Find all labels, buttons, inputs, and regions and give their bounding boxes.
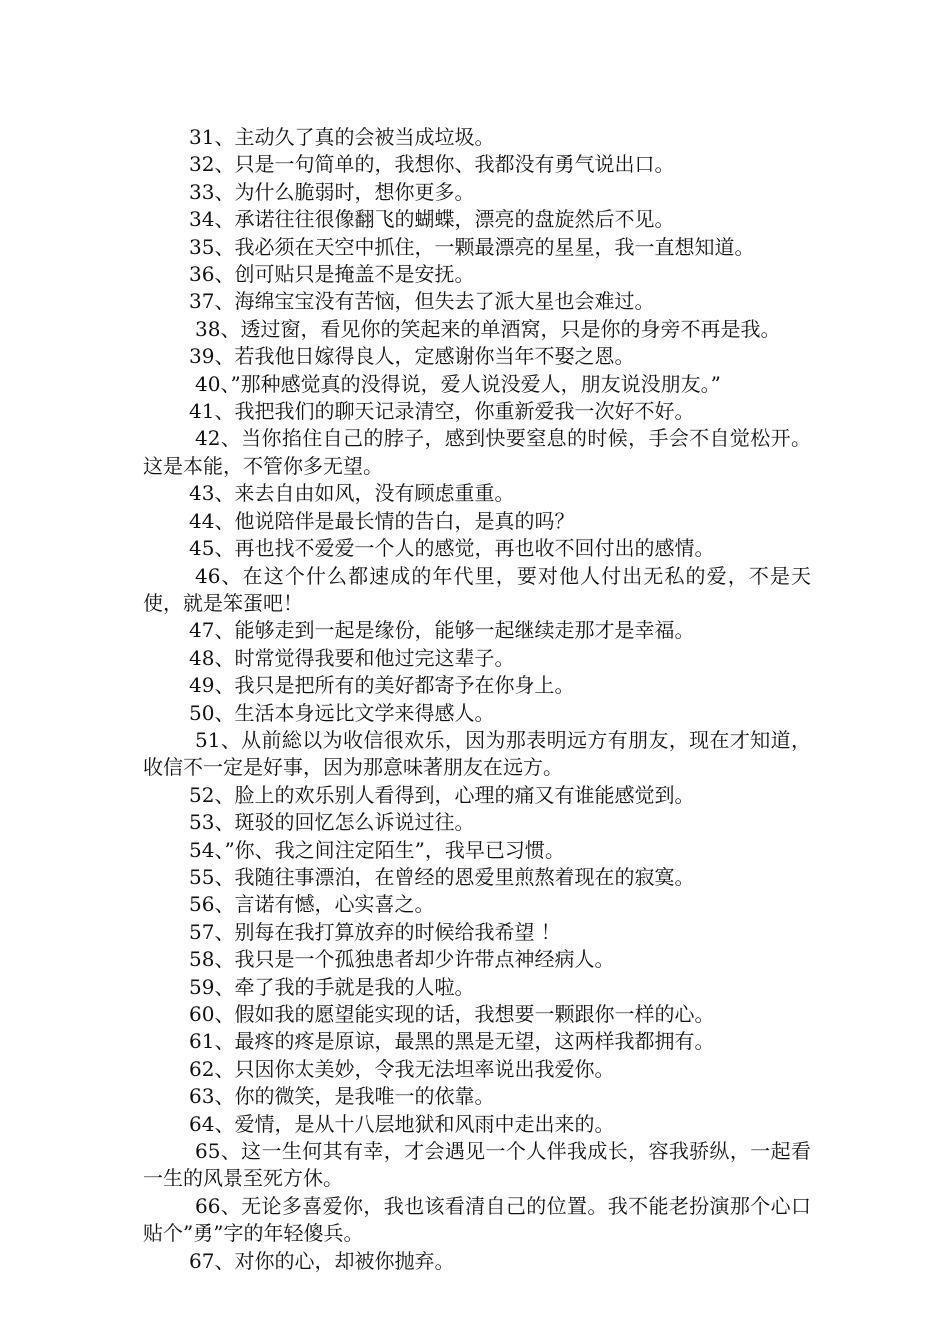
paragraph-45: 45、再也找不爱爱一个人的感觉，再也收不回付出的感情。 (189, 536, 715, 561)
paragraph-56: 56、言诺有憾，心实喜之。 (189, 892, 435, 917)
paragraph-46: 46、在这个什么都速成的年代里，要对他人付出无私的爱，不是天使，就是笨蛋吧！ (143, 563, 811, 615)
paragraph-36: 36、创可贴只是掩盖不是安抚。 (189, 262, 475, 287)
paragraph-65: 65、这一生何其有幸，才会遇见一个人伴我成长，容我骄纵，一起看一生的风景至死方休。 (143, 1139, 811, 1191)
paragraph-63: 63、你的微笑，是我唯一的依靠。 (189, 1084, 495, 1109)
paragraph-57: 57、别每在我打算放弃的时候给我希望 ！ (189, 919, 561, 944)
paragraph-42: 42、当你掐住自己的脖子，感到快要窒息的时候，手会不自觉松开。这是本能，不管你多无望。 (143, 426, 811, 478)
paragraph-59: 59、牵了我的手就是我的人啦。 (189, 974, 475, 999)
paragraph-55: 55、我随往事漂泊，在曾经的恩爱里煎熬着现在的寂寞。 (189, 864, 695, 889)
paragraph-64: 64、爱情，是从十八层地狱和风雨中走出来的。 (189, 1111, 615, 1136)
paragraph-51: 51、从前総以为收信很欢乐，因为那表明远方有朋友，现在才知道，收信不一定是好事，因为那意味著朋友在远方。 (143, 727, 811, 780)
paragraph-35: 35、我必须在天空中抓住，一颗最漂亮的星星，我一直想知道。 (189, 234, 755, 259)
paragraph-52: 52、脸上的欢乐别人看得到，心理的痛又有谁能感觉到。 (189, 782, 695, 807)
paragraph-47: 47、能够走到一起是缘份，能够一起继续走那才是幸福。 (189, 618, 695, 643)
paragraph-41: 41、我把我们的聊天记录清空，你重新爱我一次好不好。 (189, 399, 695, 424)
paragraph-32: 32、只是一句简单的，我想你、我都没有勇气说出口。 (189, 152, 675, 177)
paragraph-50: 50、生活本身远比文学来得感人。 (189, 700, 495, 725)
paragraph-37: 37、海绵宝宝没有苦恼，但失去了派大星也会难过。 (189, 289, 655, 314)
paragraph-38: 38、透过窗，看见你的笑起来的单酒窝，只是你的身旁不再是我。 (195, 316, 781, 341)
paragraph-33: 33、为什么脆弱时，想你更多。 (189, 179, 475, 204)
paragraph-39: 39、若我他日嫁得良人，定感谢你当年不娶之恩。 (189, 344, 635, 369)
paragraph-53: 53、斑驳的回忆怎么诉说过往。 (189, 810, 475, 835)
paragraph-49: 49、我只是把所有的美好都寄予在你身上。 (189, 673, 575, 698)
paragraph-61: 61、最疼的疼是原谅，最黑的黑是无望，这两样我都拥有。 (189, 1029, 715, 1054)
paragraph-67: 67、对你的心，却被你抛弃。 (189, 1248, 455, 1273)
paragraph-48: 48、时常觉得我要和他过完这辈子。 (189, 645, 515, 670)
paragraph-66: 66、无论多喜爱你，我也该看清自己的位置。我不能老扮演那个心口贴个”勇”字的年轻傻兵。 (143, 1193, 811, 1246)
paragraph-62: 62、只因你太美妙，令我无法坦率说出我爱你。 (189, 1056, 615, 1081)
paragraph-34: 34、承诺往往很像翻飞的蝴蝶，漂亮的盘旋然后不见。 (189, 207, 675, 232)
paragraph-60: 60、假如我的愿望能实现的话，我想要一颗跟你一样的心。 (189, 1002, 715, 1026)
paragraph-40: 40、”那种感觉真的没得说，爱人说没爱人，朋友说没朋友。” (195, 371, 721, 396)
paragraph-31: 31、主动久了真的会被当成垃圾。 (189, 125, 495, 149)
paragraph-54: 54、”你、我之间注定陌生”，我早已习惯。 (189, 837, 565, 862)
paragraph-44: 44、他说陪伴是最长情的告白，是真的吗？ (189, 508, 575, 533)
paragraph-43: 43、来去自由如风，没有顾虑重重。 (189, 481, 515, 506)
document-body (143, 124, 811, 1275)
paragraph-58: 58、我只是一个孤独患者却少许带点神经病人。 (189, 947, 615, 972)
